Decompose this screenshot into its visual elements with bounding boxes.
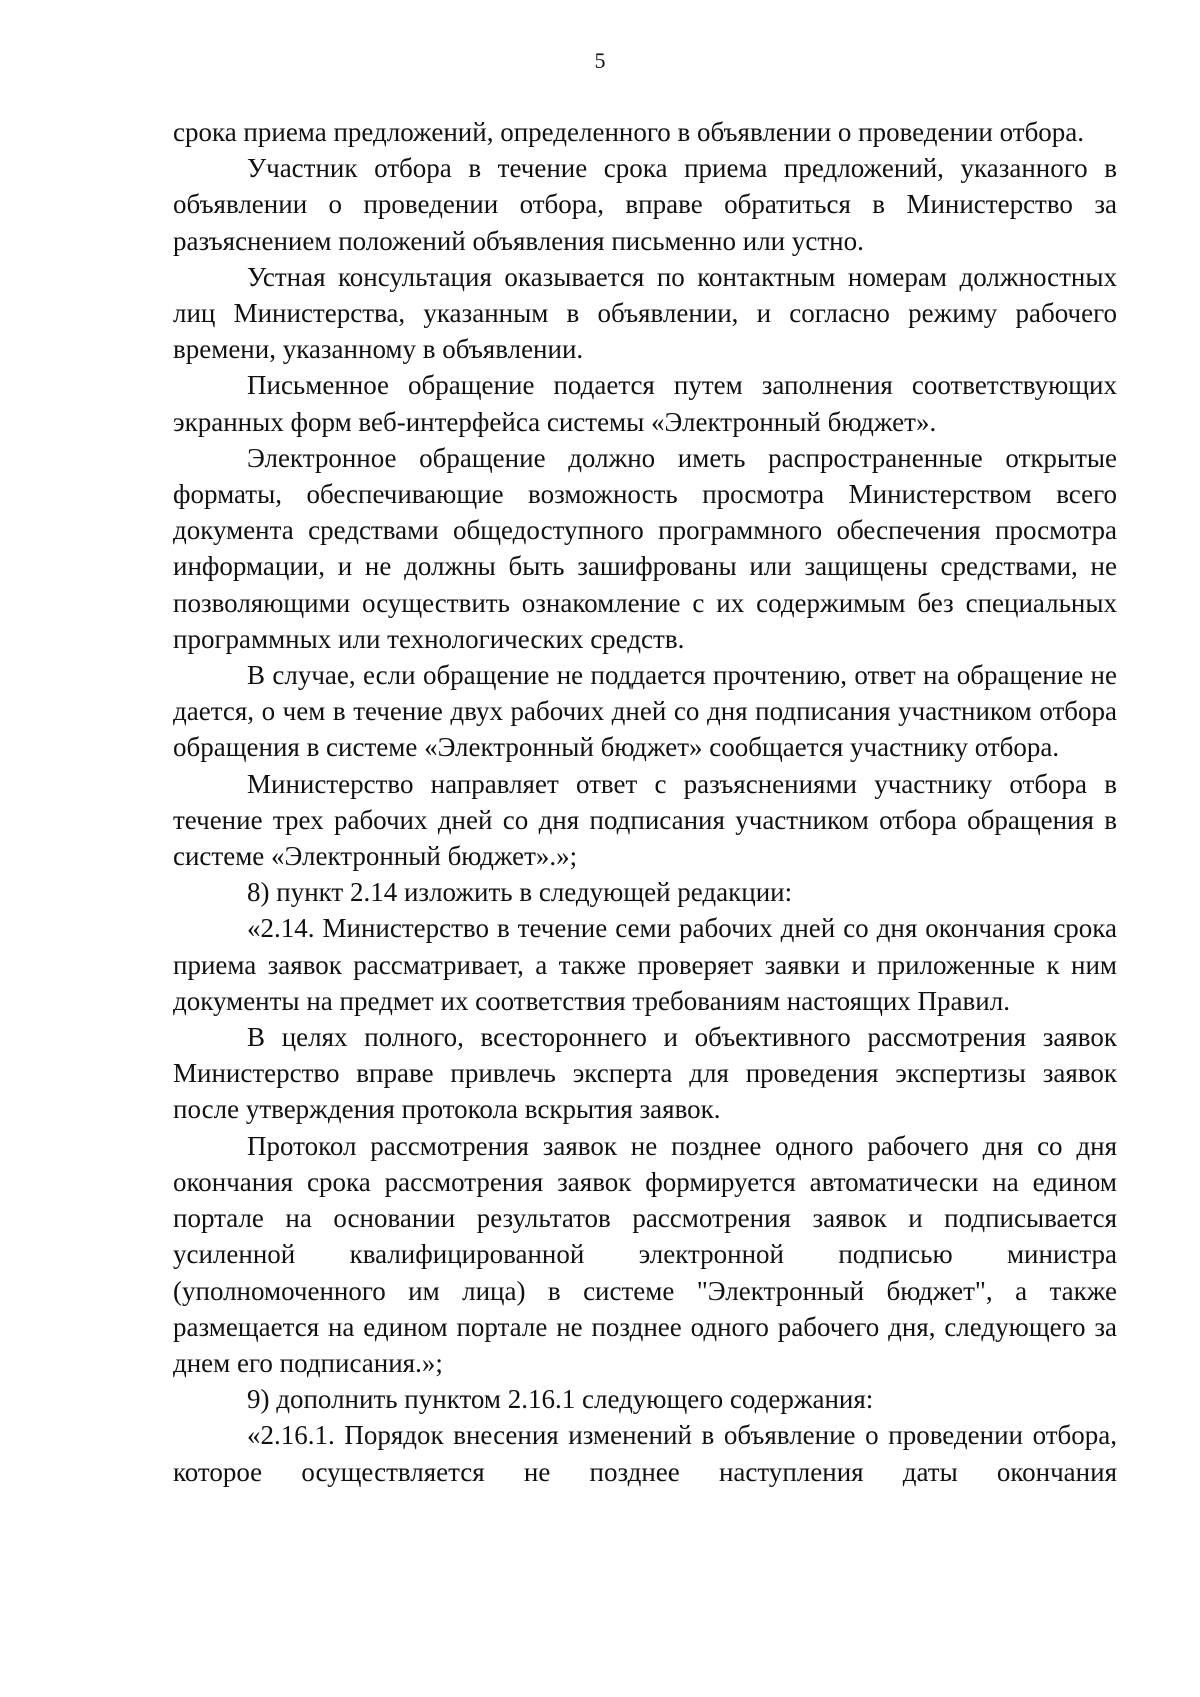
paragraph-expert-review: В целях полного, всестороннего и объективного рассмотрения заявок Министерство вправе привлечь эксперта для проведения экспертизы заявок после утверждения протокола вскрытия заявок. — [173, 1022, 1117, 1125]
paragraph-written-request: Письменное обращение подается путем заполнения соответствующих экранных форм веб-интерфейса системы «Электронный бюджет». — [173, 370, 1117, 437]
paragraph-unreadable-request: В случае, если обращение не поддается прочтению, ответ на обращение не дается, о чем в течение двух рабочих дней со дня подписания участником отбора обращения в системе «Электронный бюджет» сообщается участнику отбора. — [173, 660, 1117, 763]
paragraph-electronic-request: Электронное обращение должно иметь распространенные открытые форматы, обеспечивающие возможность просмотра Министерством всего документа средствами общедоступного программного обеспечения просмотра информации, и не должны быть зашифрованы или защищены средствами, не позволяющими осуществить ознакомление с их содержимым без специальных программных или технологических средств. — [173, 442, 1117, 654]
paragraph-item-8: 8) пункт 2.14 изложить в следующей редакции: — [247, 877, 793, 908]
paragraph-participant-request: Участник отбора в течение срока приема предложений, указанного в объявлении о проведении отбора, вправе обратиться в Министерство за разъяснением положений объявления письменно или устно. — [173, 153, 1117, 256]
paragraph-item-9: 9) дополнить пунктом 2.16.1 следующего содержания: — [247, 1384, 874, 1415]
page-number: 5 — [594, 48, 606, 73]
paragraph-ministry-response: Министерство направляет ответ с разъяснениями участнику отбора в течение трех рабочих дней со дня подписания участником отбора обращения в системе «Электронный бюджет».»; — [173, 768, 1117, 872]
paragraph-review-protocol: Протокол рассмотрения заявок не позднее одного рабочего дня со дня окончания срока рассмотрения заявок формируется автоматически на едином портале на основании результатов рассмотрения заявок и подписывается усиленной квалифицированной электронной подписью министра (уполномоченного им лица) в системе "Электронный бюджет", а также размещается на едином портале не позднее одного рабочего дня, следующего за днем его подписания.»; — [173, 1130, 1117, 1378]
paragraph-continuation: срока приема предложений, определенного в объявлении о проведении отбора. — [173, 117, 1085, 147]
paragraph-clause-2-14: «2.14. Министерство в течение семи рабочих дней со дня окончания срока приема заявок рассматривает, а также проверяет заявки и приложенные к ним документы на предмет их соответствия требованиям настоящих Правил. — [173, 913, 1117, 1016]
document-body — [173, 114, 1117, 1490]
paragraph-oral-consultation: Устная консультация оказывается по контактным номерам должностных лиц Министерства, указанным в объявлении, и согласно режиму рабочего времени, указанному в объявлении. — [173, 261, 1117, 365]
paragraph-clause-2-16-1: «2.16.1. Порядок внесения изменений в объявление о проведении отбора, которое осуществляется не позднее наступления даты окончания — [173, 1420, 1117, 1487]
